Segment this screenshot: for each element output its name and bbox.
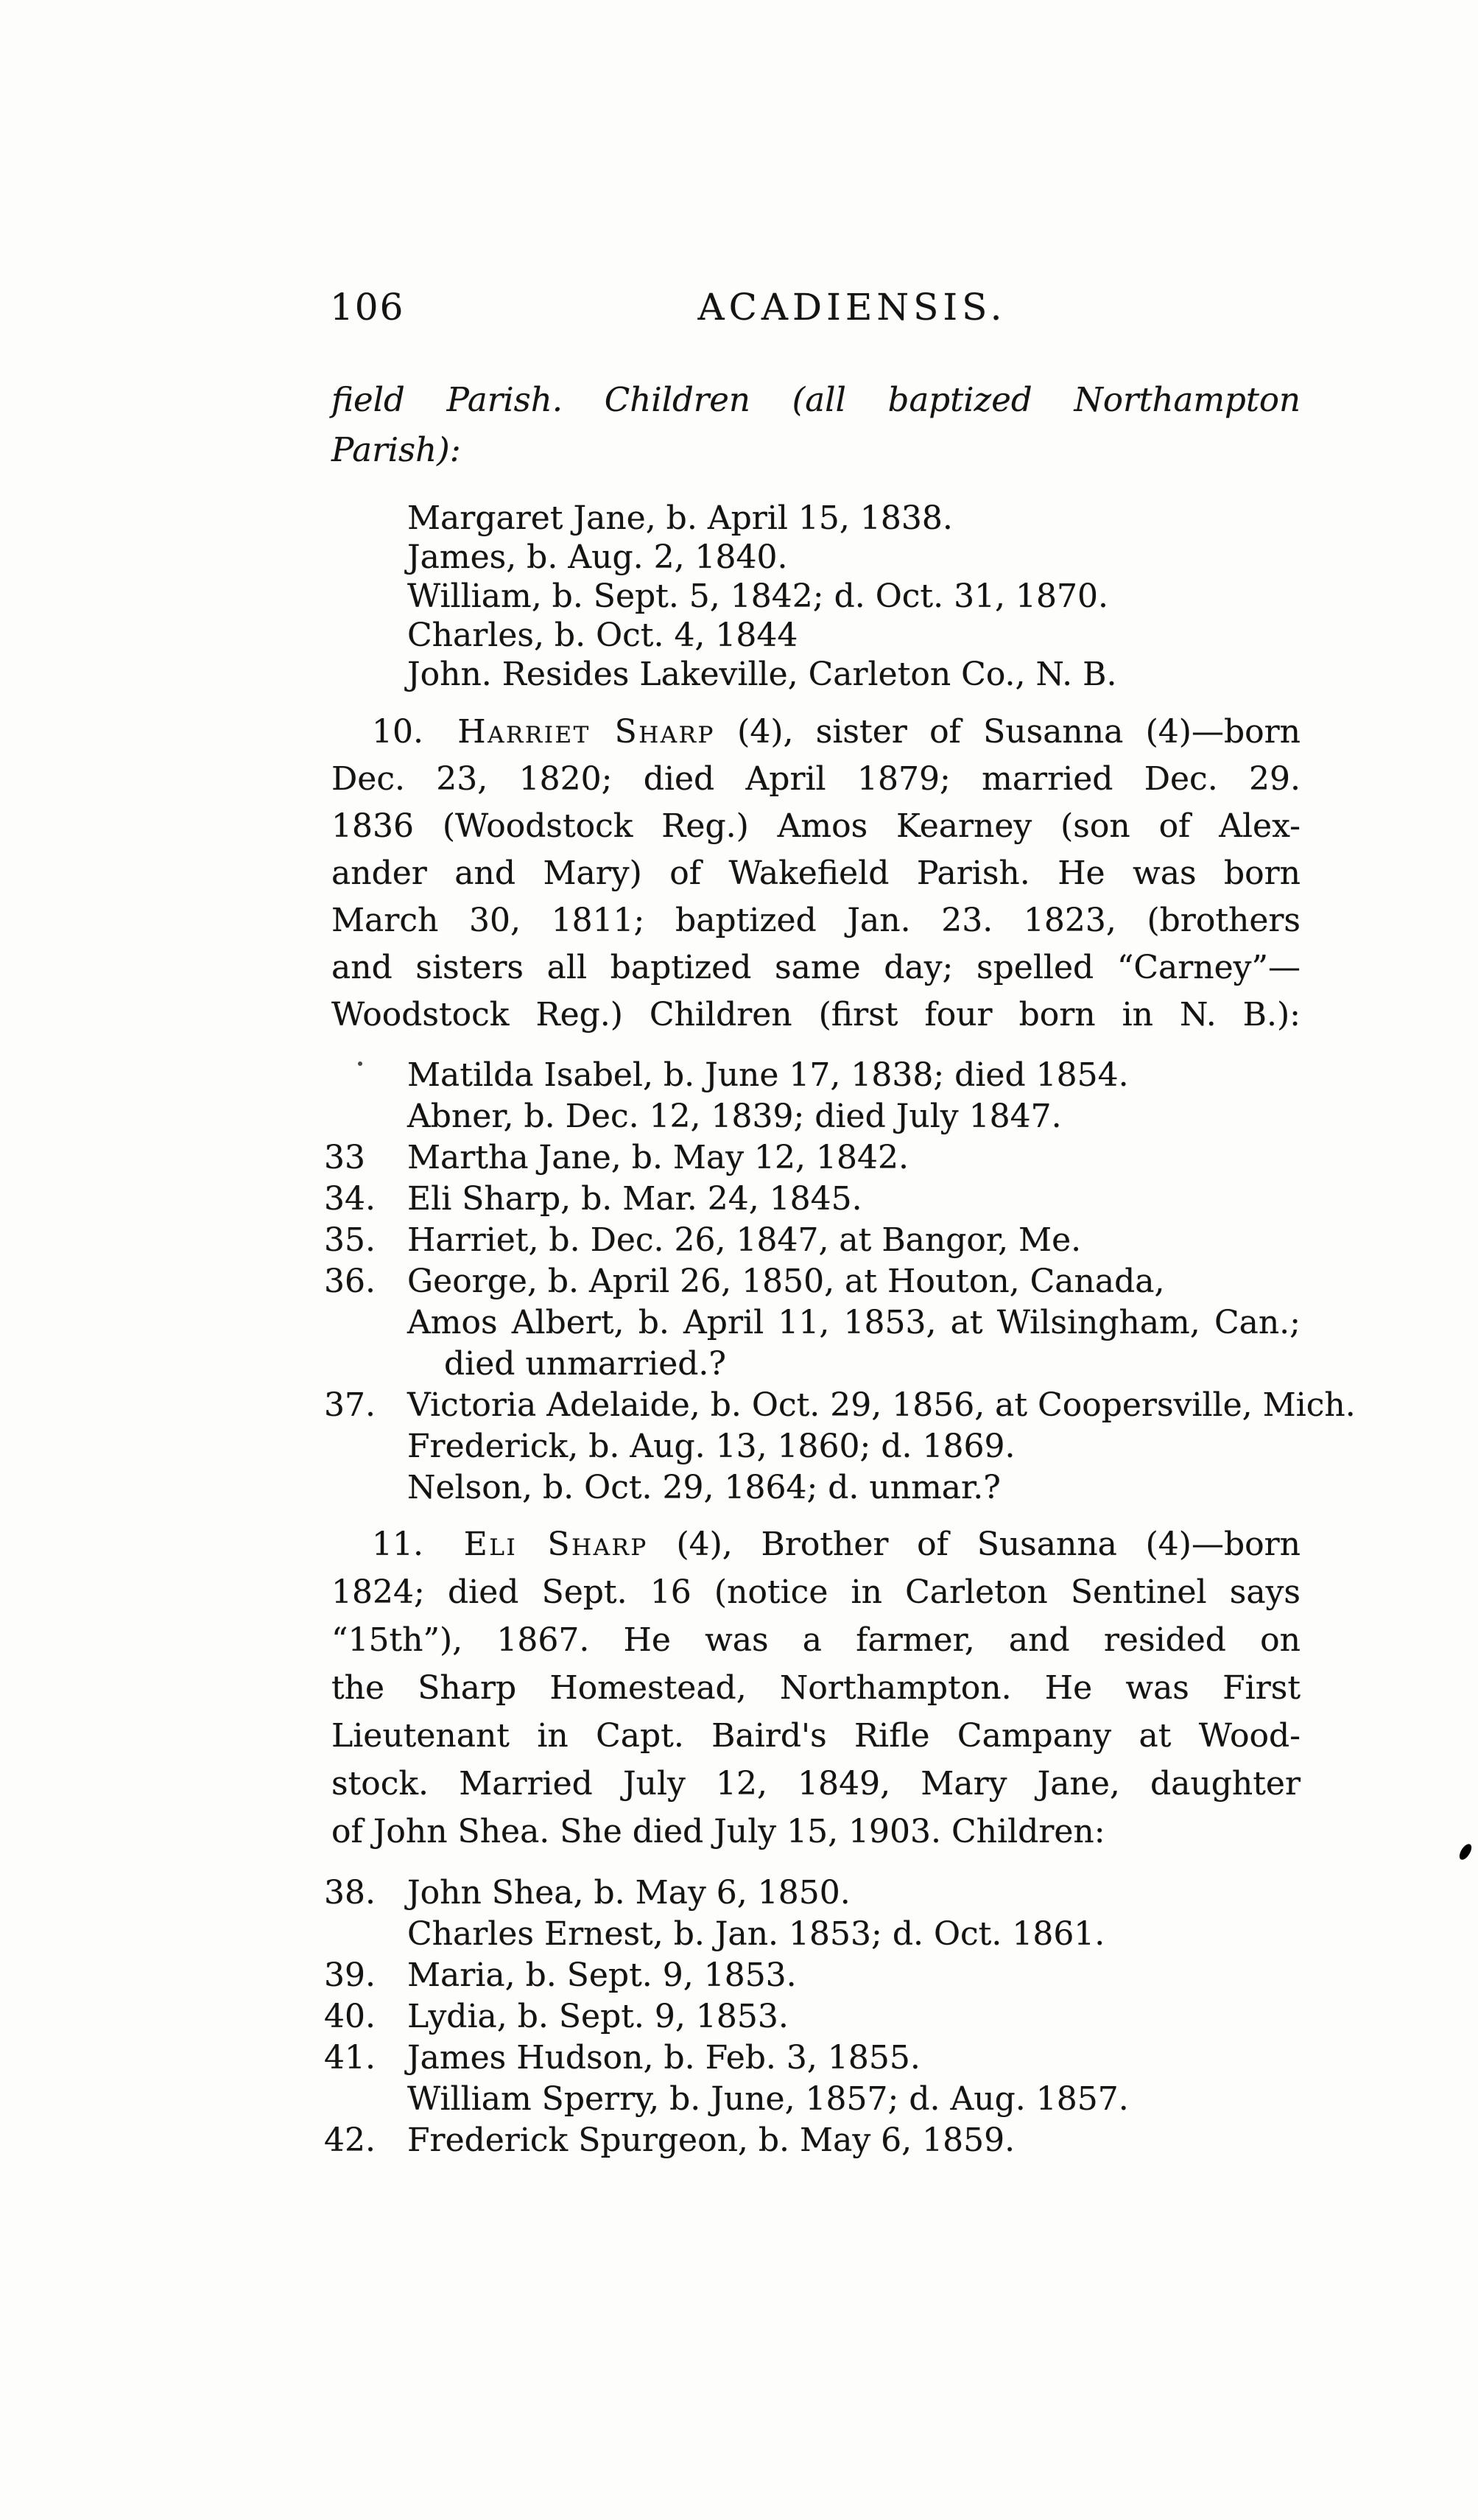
child-entry: William, b. Sept. 5, 1842; d. Oct. 31, 1870.: [407, 578, 1108, 615]
entry-number: [324, 1914, 407, 1955]
child-entry: [324, 2038, 1301, 2079]
text-line: Parish):: [331, 430, 461, 469]
child-entry: [324, 1467, 1301, 1509]
child-entry: [324, 1914, 1301, 1955]
child-entry-text: Frederick, b. Aug. 13, 1860; d. 1869.: [407, 1428, 1016, 1465]
text-line: of John Shea. She died July 15, 1903. Children:: [331, 1813, 1105, 1850]
text-line: Dec. 23, 1820; died April 1879; married Dec. 29.: [331, 760, 1301, 798]
child-entry: Charles, b. Oct. 4, 1844: [407, 617, 798, 654]
entry-number: 40.: [324, 1998, 376, 2035]
child-entry: Margaret Jane, b. April 15, 1838.: [407, 499, 953, 537]
children-list-entry-11: [324, 1873, 1301, 2161]
children-list-entry-10: [324, 1055, 1356, 1509]
text-line: Woodstock Reg.) Children (first four born in N. B.):: [331, 996, 1301, 1033]
entry-number: 36.: [324, 1263, 376, 1300]
text-line: stock. Married July 12, 1849, Mary Jane, daughter: [331, 1765, 1301, 1803]
child-entry: [324, 1179, 1301, 1220]
child-entry-text: William Sperry, b. June, 1857; d. Aug. 1857.: [407, 2080, 1129, 2118]
page-number: 106: [330, 286, 405, 329]
ink-blot: [1457, 1842, 1474, 1862]
child-entry: [324, 1302, 1301, 1344]
entry-number: 34.: [324, 1180, 376, 1218]
ink-speck: [358, 1061, 362, 1066]
child-entry: [324, 2079, 1301, 2120]
text-line: March 30, 1811; baptized Jan. 23. 1823, (brothers: [331, 902, 1301, 939]
child-entry-text: Martha Jane, b. May 12, 1842.: [407, 1139, 909, 1176]
child-entry: [324, 1996, 1301, 2038]
entry-number: 42.: [324, 2121, 376, 2159]
child-entry-text: Victoria Adelaide, b. Oct. 29, 1856, at Coopersville, Mich.: [407, 1386, 1356, 1424]
entry-11-paragraph: [331, 1520, 1301, 1856]
child-entry: John. Resides Lakeville, Carleton Co., N. B.: [407, 656, 1117, 693]
text-fragment: (4), Brother of Susanna (4)—born: [676, 1526, 1301, 1563]
child-entry-text: Nelson, b. Oct. 29, 1864; d. unmar.?: [407, 1469, 1001, 1506]
child-entry-text: John Shea, b. May 6, 1850.: [407, 1874, 851, 1912]
entry-number: 38.: [324, 1874, 376, 1912]
text-line: ander and Mary) of Wakefield Parish. He was born: [331, 854, 1301, 892]
child-entry-text: Frederick Spurgeon, b. May 6, 1859.: [407, 2121, 1016, 2159]
entry-number: 33: [324, 1139, 365, 1176]
entry-number: 39.: [324, 1956, 376, 1994]
child-entry: [324, 1426, 1301, 1467]
child-entry-text: Harriet, b. Dec. 26, 1847, at Bangor, Me.: [407, 1221, 1082, 1259]
child-entry-text: George, b. April 26, 1850, at Houton, Canada,: [407, 1263, 1165, 1300]
child-entry: [324, 1096, 1301, 1137]
entry-number: [324, 1055, 407, 1096]
text-line: [331, 709, 1301, 756]
entry-number: [324, 1302, 407, 1344]
text-fragment: (4), sister of Susanna (4)—born: [737, 713, 1301, 751]
text-line: Lieutenant in Capt. Baird's Rifle Campany at Wood-: [331, 1717, 1301, 1755]
child-entry-text: died unmarried.?: [444, 1345, 726, 1383]
text-line: 1824; died Sept. 16 (notice in Carleton Sentinel says: [331, 1573, 1301, 1611]
child-entry: [324, 1137, 1301, 1179]
children-list-first: [331, 499, 1301, 694]
entry-number: [324, 2079, 407, 2120]
child-entry-continuation: [324, 1344, 1301, 1385]
running-head: [331, 286, 1301, 333]
child-entry: [324, 1955, 1301, 1996]
entry-10-paragraph: [331, 709, 1301, 1039]
child-entry: [324, 2120, 1301, 2161]
entry-number: 10.: [372, 713, 423, 751]
person-name: Harriet Sharp: [457, 713, 715, 751]
entry-number: [324, 1344, 444, 1385]
intro-paragraph: [331, 375, 1301, 475]
entry-number: 35.: [324, 1221, 376, 1259]
child-entry-text: Lydia, b. Sept. 9, 1853.: [407, 1998, 789, 2035]
child-entry-text: James Hudson, b. Feb. 3, 1855.: [407, 2039, 921, 2077]
child-entry-text: Abner, b. Dec. 12, 1839; died July 1847.: [407, 1098, 1062, 1135]
entry-number: [324, 1426, 407, 1467]
text-line: field Parish. Children (all baptized Northampton: [331, 380, 1301, 419]
entry-number: 11.: [372, 1526, 423, 1563]
text-line: [331, 1520, 1301, 1568]
child-entry: [324, 1055, 1301, 1096]
child-entry-text: Matilda Isabel, b. June 17, 1838; died 1854.: [407, 1056, 1129, 1094]
child-entry: [324, 1385, 1356, 1426]
child-entry-text: Amos Albert, b. April 11, 1853, at Wilsingham, Can.;: [407, 1304, 1301, 1341]
child-entry: [324, 1220, 1301, 1261]
child-entry-text: Charles Ernest, b. Jan. 1853; d. Oct. 1861.: [407, 1915, 1105, 1953]
entry-number: 41.: [324, 2039, 376, 2077]
journal-title: ACADIENSIS.: [697, 286, 1007, 329]
entry-number: [324, 1096, 407, 1137]
child-entry-text: Eli Sharp, b. Mar. 24, 1845.: [407, 1180, 862, 1218]
child-entry: James, b. Aug. 2, 1840.: [407, 538, 788, 576]
child-entry: [324, 1873, 1301, 1914]
text-line: the Sharp Homestead, Northampton. He was First: [331, 1669, 1301, 1707]
text-line: and sisters all baptized same day; spelled “Carney”—: [331, 949, 1301, 986]
child-entry-text: Maria, b. Sept. 9, 1853.: [407, 1956, 797, 1994]
child-entry: [324, 1261, 1301, 1302]
entry-number: [324, 1467, 407, 1509]
text-line: “15th”), 1867. He was a farmer, and resided on: [331, 1621, 1301, 1659]
text-line: 1836 (Woodstock Reg.) Amos Kearney (son of Alex-: [331, 807, 1301, 845]
person-name: Eli Sharp: [463, 1526, 648, 1563]
entry-number: 37.: [324, 1386, 376, 1424]
